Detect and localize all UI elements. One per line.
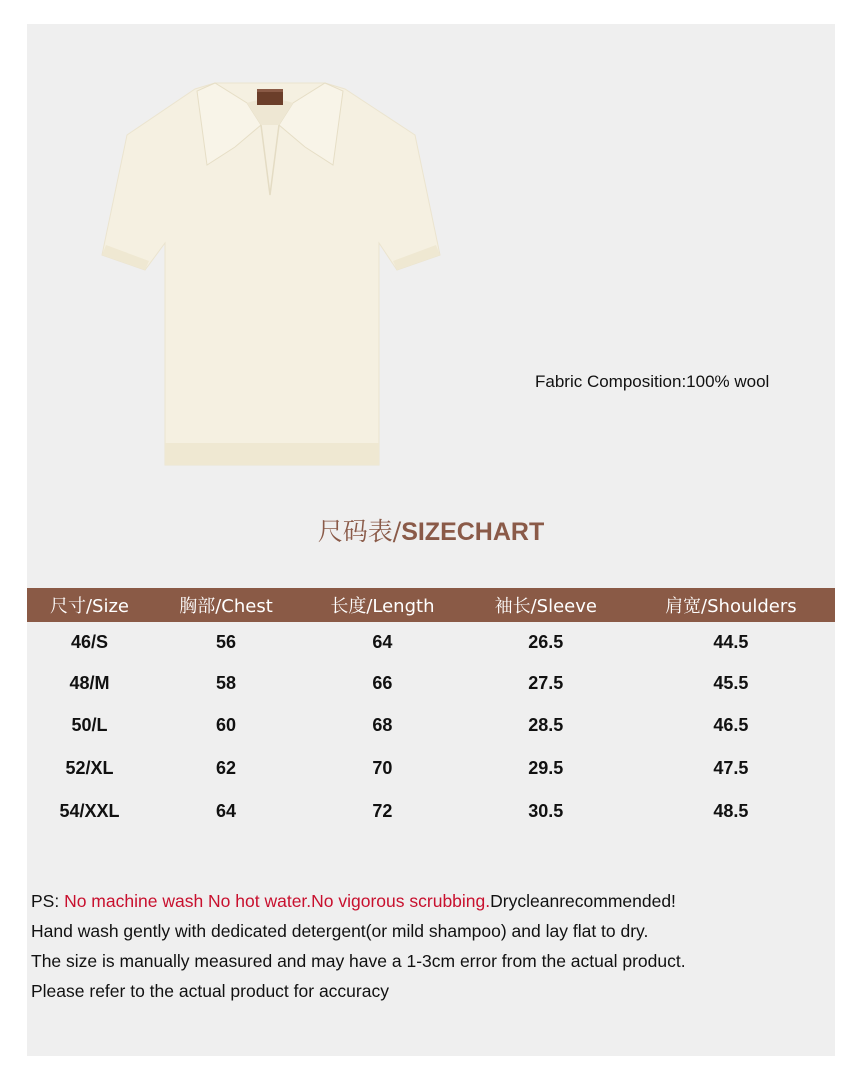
care-notes [31, 886, 686, 1006]
note-line-wash: Hand wash gently with dedicated detergent(or mild shampoo) and lay flat to dry. [31, 921, 649, 941]
cell-size: 52/XL [65, 757, 114, 778]
cell-chest: 64 [215, 800, 237, 821]
cell-length: 72 [372, 800, 393, 821]
cell-size: 46/S [70, 631, 109, 652]
size-chart-panel [27, 24, 835, 1056]
cell-size: 50/L [71, 715, 108, 736]
size-chart-title [27, 512, 835, 548]
fabric-composition: Fabric Composition:100% wool [535, 372, 770, 391]
cell-sleeve: 28.5 [528, 715, 564, 736]
cell-length: 68 [372, 715, 393, 736]
cell-chest: 56 [215, 631, 237, 652]
cell-shoulders: 48.5 [713, 800, 749, 821]
title-english: SIZECHART [401, 518, 545, 546]
header-sleeve: 袖长/Sleeve [465, 588, 627, 622]
cell-size: 54/XXL [59, 800, 120, 821]
title-chinese: 尺码表/ [317, 517, 402, 546]
header-size: 尺寸/Size [27, 588, 152, 622]
cell-sleeve: 26.5 [528, 631, 564, 652]
table-row [27, 705, 835, 748]
ps-warning: No machine wash No hot water.No vigorous scrubbing. [64, 891, 491, 911]
note-line-ps [31, 886, 686, 916]
note-line-error: The size is manually measured and may have a 1-3cm error from the actual product. [31, 951, 686, 971]
cell-chest: 60 [215, 715, 237, 736]
table-row [27, 747, 835, 790]
table-header-row [27, 588, 835, 622]
cell-sleeve: 29.5 [528, 757, 564, 778]
ps-prefix: PS: [31, 891, 65, 911]
table-row [27, 662, 835, 705]
table-row [27, 622, 835, 662]
product-image [97, 65, 447, 470]
cell-shoulders: 47.5 [713, 757, 749, 778]
cell-shoulders: 44.5 [713, 631, 749, 652]
cell-chest: 62 [215, 757, 237, 778]
cell-length: 66 [372, 672, 393, 693]
table-row [27, 790, 835, 833]
cell-size: 48/M [69, 672, 110, 693]
cell-chest: 58 [215, 672, 237, 693]
size-table [27, 588, 835, 832]
cell-sleeve: 30.5 [528, 800, 564, 821]
cell-shoulders: 45.5 [713, 672, 749, 693]
cell-sleeve: 27.5 [528, 672, 564, 693]
header-shoulders: 肩宽/Shoulders [627, 588, 835, 622]
cell-length: 70 [372, 757, 393, 778]
cell-length: 64 [372, 631, 393, 652]
ps-recommend: Drycleanrecommended! [490, 891, 676, 911]
note-line-accuracy: Please refer to the actual product for accuracy [31, 981, 389, 1001]
cell-shoulders: 46.5 [713, 715, 749, 736]
header-chest: 胸部/Chest [152, 588, 300, 622]
header-length: 长度/Length [300, 588, 465, 622]
shirt-body [102, 83, 440, 465]
